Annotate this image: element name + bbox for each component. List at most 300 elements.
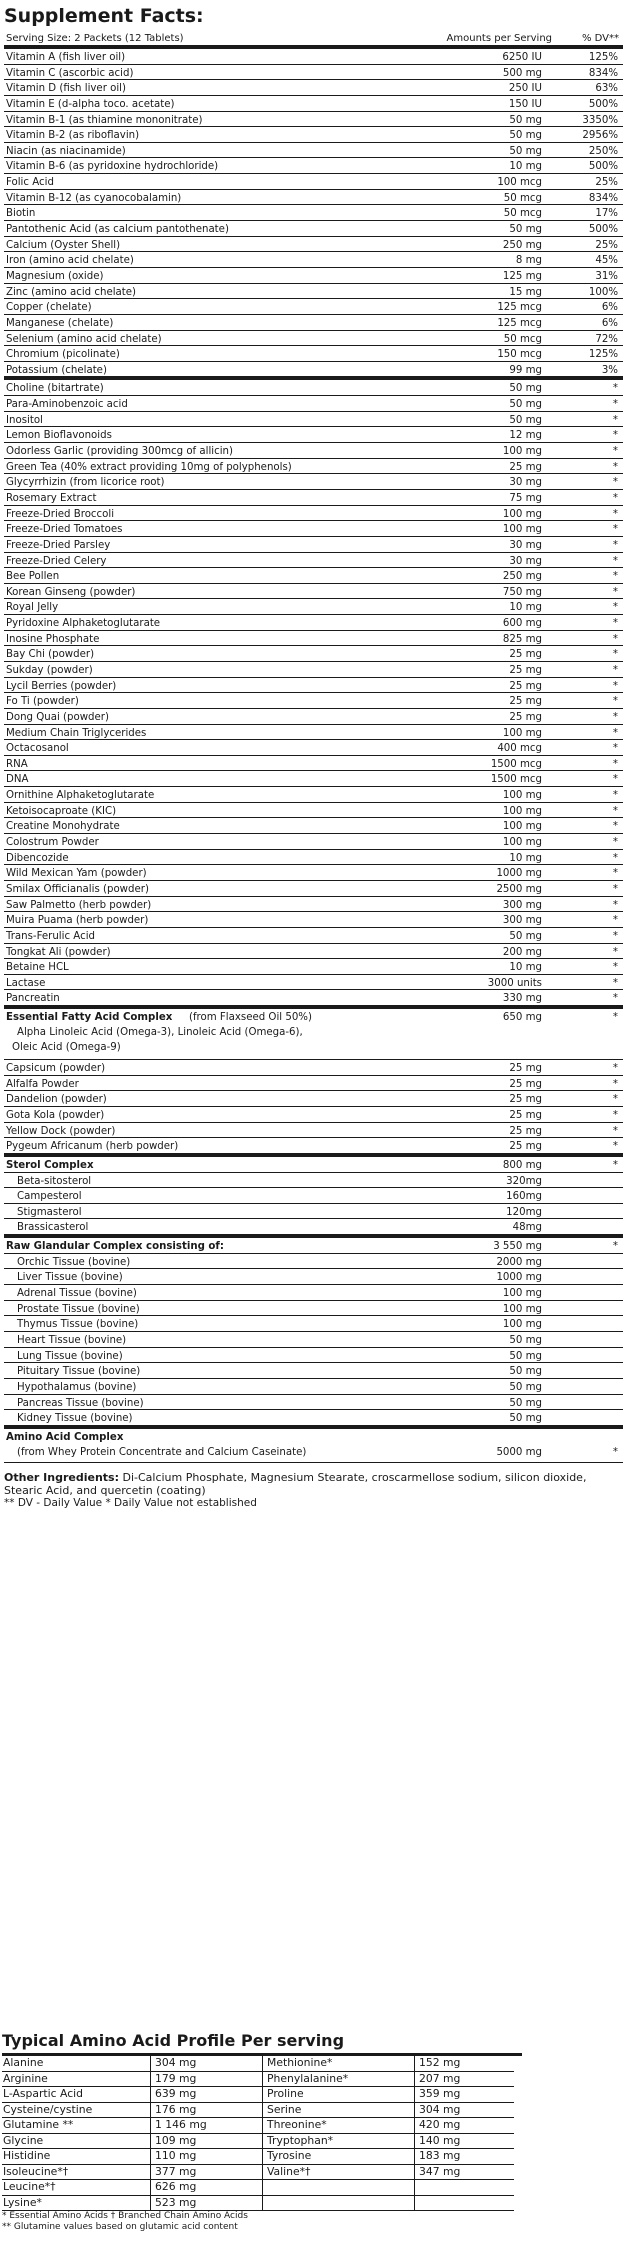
- nutrient-name: Yellow Dock (powder): [6, 1125, 116, 1137]
- nutrient-amount: 50 mg: [509, 1413, 542, 1425]
- nutrient-amount: 10 mg: [509, 602, 542, 614]
- nutrient-row: [4, 678, 623, 694]
- nutrient-row: [4, 599, 623, 615]
- nutrient-name: Vitamin D (fish liver oil): [6, 83, 126, 95]
- nutrient-dv: 500%: [588, 98, 618, 110]
- nutrient-row: [4, 615, 623, 631]
- nutrient-row: [4, 897, 623, 913]
- nutrient-name: Ornithine Alphaketoglutarate: [6, 790, 155, 802]
- nutrient-name: Beta-sitosterol: [17, 1175, 92, 1187]
- nutrient-name: Smilax Officianalis (powder): [6, 883, 149, 895]
- nutrient-row: [4, 268, 623, 284]
- nutrient-amount: 250 mg: [502, 571, 542, 583]
- nutrient-name: Folic Acid: [6, 177, 54, 189]
- nutrient-dv: 25%: [595, 177, 618, 189]
- nutrient-amount: 50 mcg: [503, 192, 542, 204]
- amino-acid-name: Leucine*†: [2, 2180, 150, 2196]
- amino-acid-amount: 152 mg: [414, 2056, 514, 2072]
- nutrient-name: Octacosanol: [6, 743, 69, 755]
- nutrient-name: Dandelion (powder): [6, 1094, 107, 1106]
- nutrient-dv: 2956%: [582, 130, 618, 142]
- amino-acid-name: Threonine*: [262, 2118, 414, 2134]
- nutrient-row: [4, 662, 623, 678]
- nutrient-dv: *: [612, 1078, 618, 1090]
- amino-acid-amount: 359 mg: [414, 2087, 514, 2103]
- nutrient-row: [4, 331, 623, 347]
- nutrient-row: [4, 190, 623, 206]
- nutrient-amount: 50 mg: [509, 1397, 542, 1409]
- nutrient-name: Green Tea (40% extract providing 10mg of polyphenols): [6, 461, 292, 473]
- nutrient-amount: 12 mg: [509, 430, 542, 442]
- nutrient-dv: 63%: [595, 83, 618, 95]
- nutrient-dv: *: [612, 711, 618, 723]
- nutrient-row: [4, 174, 623, 190]
- serving-size: Serving Size: 2 Packets (12 Tablets): [6, 33, 184, 44]
- amino-note-essential: * Essential Amino Acids † Branched Chain Amino Acids: [2, 2211, 248, 2221]
- nutrient-amount: 50 mg: [509, 114, 542, 126]
- nutrient-dv: 17%: [595, 208, 618, 220]
- nutrient-row: [4, 709, 623, 725]
- nutrient-name: Vitamin E (d-alpha toco. acetate): [6, 98, 175, 110]
- nutrient-name: Vitamin B-6 (as pyridoxine hydrochloride): [6, 161, 219, 173]
- nutrient-amount: 100 mg: [502, 790, 542, 802]
- supplement-facts-panel: [4, 4, 623, 1510]
- nutrient-name: Inositol: [6, 414, 43, 426]
- amino-acid-amount: 183 mg: [414, 2149, 514, 2165]
- nutrient-row: [4, 284, 623, 300]
- nutrient-amount: 100 mg: [502, 805, 542, 817]
- nutrient-dv: *: [612, 555, 618, 567]
- nutrient-name: DNA: [6, 774, 29, 786]
- nutrient-name: Lactase: [6, 977, 46, 989]
- nutrient-amount: 10 mg: [509, 852, 542, 864]
- nutrient-row: [4, 1395, 623, 1411]
- nutrient-row: [4, 1076, 623, 1092]
- nutrient-dv: *: [612, 430, 618, 442]
- amino-acid-amount: 420 mg: [414, 2118, 514, 2134]
- nutrient-dv: *: [612, 930, 618, 942]
- dv-header: % DV**: [581, 33, 619, 44]
- nutrient-row: [4, 1238, 623, 1254]
- nutrient-dv: 3%: [601, 364, 618, 376]
- amino-acid-amount: 1 146 mg: [150, 2118, 262, 2134]
- supplement-facts-title: Supplement Facts:: [4, 5, 204, 27]
- nutrient-dv: 500%: [588, 224, 618, 236]
- nutrient-row: [4, 975, 623, 991]
- nutrient-dv: *: [612, 977, 618, 989]
- nutrient-name: Dibencozide: [6, 852, 69, 864]
- nutrient-name: Lycil Berries (powder): [6, 680, 117, 692]
- nutrient-dv: *: [612, 852, 618, 864]
- amino-acid-name: Histidine: [2, 2149, 150, 2165]
- nutrient-row: [4, 65, 623, 81]
- nutrient-name: Brassicasterol: [17, 1222, 89, 1234]
- amino-acid-name: Methionine*: [262, 2056, 414, 2072]
- nutrient-dv: *: [612, 805, 618, 817]
- nutrient-name: Selenium (amino acid chelate): [6, 333, 162, 345]
- nutrient-row: [4, 380, 623, 396]
- nutrient-row: [4, 1285, 623, 1301]
- nutrient-dv: *: [612, 915, 618, 927]
- amino-acid-amount: 304 mg: [414, 2103, 514, 2119]
- nutrient-name: Para-Aminobenzoic acid: [6, 399, 128, 411]
- nutrient-row: [4, 412, 623, 428]
- nutrient-amount: 500 mg: [502, 67, 542, 79]
- nutrient-row: [4, 1060, 623, 1076]
- nutrient-amount: 50 mg: [509, 414, 542, 426]
- other-ingredients-label: Other Ingredients:: [4, 1470, 119, 1484]
- amino-acid-amount: 377 mg: [150, 2165, 262, 2181]
- nutrient-amount: 25 mg: [509, 461, 542, 473]
- nutrient-amount: 50 mg: [509, 399, 542, 411]
- amino-acid-amount: 110 mg: [150, 2149, 262, 2165]
- nutrient-amount: 100 mg: [502, 524, 542, 536]
- nutrient-amount: 2000 mg: [496, 1256, 542, 1268]
- nutrient-amount: 100 mg: [502, 821, 542, 833]
- nutrient-row: [4, 315, 623, 331]
- nutrient-name: Vitamin B-2 (as riboflavin): [6, 130, 140, 142]
- nutrient-amount: 48mg: [512, 1222, 542, 1234]
- nutrient-dv: *: [612, 883, 618, 895]
- nutrient-row: [4, 427, 623, 443]
- serving-header: [4, 32, 623, 49]
- nutrient-dv: *: [612, 727, 618, 739]
- nutrient-row: [4, 568, 623, 584]
- amino-acid-amount: 207 mg: [414, 2072, 514, 2088]
- amount-header: Amounts per Serving: [446, 33, 552, 44]
- other-ingredients: [4, 1463, 623, 1510]
- nutrient-name: Pygeum Africanum (herb powder): [6, 1141, 179, 1153]
- nutrient-name: Biotin: [6, 208, 36, 220]
- nutrient-dv: *: [612, 539, 618, 551]
- nutrient-name: Hypothalamus (bovine): [17, 1381, 137, 1393]
- nutrient-name: (from Whey Protein Concentrate and Calcium Caseinate): [17, 1446, 307, 1458]
- nutrient-dv: *: [612, 758, 618, 770]
- nutrient-name: Freeze-Dried Parsley: [6, 539, 111, 551]
- amino-acid-name: Serine: [262, 2103, 414, 2119]
- nutrient-name: Ketoisocaproate (KIC): [6, 805, 117, 817]
- nutrient-dv: *: [612, 586, 618, 598]
- nutrient-name: Creatine Monohydrate: [6, 821, 120, 833]
- nutrient-dv: *: [612, 696, 618, 708]
- nutrient-amount: 75 mg: [509, 492, 542, 504]
- nutrient-row: [4, 1379, 623, 1395]
- nutrient-amount: 50 mg: [509, 1350, 542, 1362]
- nutrient-name: Pituitary Tissue (bovine): [17, 1366, 141, 1378]
- nutrient-amount: 30 mg: [509, 555, 542, 567]
- nutrient-amount: 100 mg: [502, 727, 542, 739]
- nutrient-row: [4, 506, 623, 522]
- nutrient-name: Tongkat Ali (powder): [6, 946, 111, 958]
- nutrient-amount: 25 mg: [509, 1063, 542, 1075]
- nutrient-row: [4, 537, 623, 553]
- nutrient-row: [4, 299, 623, 315]
- nutrient-name: Pancreas Tissue (bovine): [17, 1397, 144, 1409]
- nutrient-amount: 8 mg: [515, 255, 542, 267]
- nutrient-name: Bee Pollen: [6, 571, 60, 583]
- nutrient-row: [4, 221, 623, 237]
- nutrient-amount: 30 mg: [509, 477, 542, 489]
- nutrient-row: [4, 143, 623, 159]
- nutrient-row: [4, 443, 623, 459]
- nutrient-amount: 50 mg: [509, 145, 542, 157]
- nutrient-amount: 1000 mg: [496, 1272, 542, 1284]
- nutrient-amount: 50 mg: [509, 1366, 542, 1378]
- nutrient-amount: 50 mcg: [503, 333, 542, 345]
- nutrient-name: Sterol Complex: [6, 1159, 94, 1171]
- nutrient-dv: 72%: [595, 333, 618, 345]
- nutrient-row: [4, 928, 623, 944]
- nutrient-row: [4, 1107, 623, 1123]
- nutrient-dv: *: [612, 399, 618, 411]
- nutrient-name: Heart Tissue (bovine): [17, 1334, 127, 1346]
- amino-acid-name: Tyrosine: [262, 2149, 414, 2165]
- nutrient-amount: 30 mg: [509, 539, 542, 551]
- nutrient-name: Alfalfa Powder: [6, 1078, 79, 1090]
- nutrient-name-suffix: (from Flaxseed Oil 50%): [189, 1012, 312, 1024]
- nutrient-dv: 500%: [588, 161, 618, 173]
- nutrient-name: Freeze-Dried Tomatoes: [6, 524, 123, 536]
- nutrient-amount: 50 mcg: [503, 208, 542, 220]
- nutrient-name: Manganese (chelate): [6, 317, 114, 329]
- amino-acid-notes: [2, 2211, 522, 2233]
- nutrient-amount: 120mg: [506, 1206, 542, 1218]
- nutrient-dv: *: [612, 993, 618, 1005]
- amino-acid-amount: 523 mg: [150, 2196, 262, 2212]
- nutrient-amount: 160mg: [506, 1191, 542, 1203]
- nutrient-row: [4, 1204, 623, 1220]
- nutrient-dv: *: [612, 1241, 618, 1253]
- nutrient-dv: *: [612, 1446, 618, 1458]
- nutrient-row: [4, 881, 623, 897]
- nutrient-dv: 834%: [588, 67, 618, 79]
- nutrient-row: [4, 346, 623, 362]
- nutrient-amount: 250 IU: [508, 83, 542, 95]
- nutrient-amount: 5000 mg: [496, 1446, 542, 1458]
- nutrient-name: Stigmasterol: [17, 1206, 82, 1218]
- nutrient-amount: 125 mg: [502, 270, 542, 282]
- nutrient-row: [4, 865, 623, 881]
- nutrient-row: [4, 1254, 623, 1270]
- nutrient-name: Raw Glandular Complex consisting of:: [6, 1241, 224, 1253]
- nutrient-row: [4, 1219, 623, 1238]
- amino-acid-name: Tryptophan*: [262, 2134, 414, 2150]
- nutrient-amount: 125 mcg: [497, 302, 542, 314]
- nutrient-amount: 400 mcg: [497, 743, 542, 755]
- nutrient-dv: *: [612, 633, 618, 645]
- nutrient-name: Campesterol: [17, 1191, 82, 1203]
- nutrient-name: Dong Quai (powder): [6, 711, 109, 723]
- amino-acid-amount: 140 mg: [414, 2134, 514, 2150]
- nutrient-name: Pyridoxine Alphaketoglutarate: [6, 618, 161, 630]
- nutrient-row: [4, 362, 623, 381]
- nutrient-name: Rosemary Extract: [6, 492, 97, 504]
- nutrient-name: Vitamin B-12 (as cyanocobalamin): [6, 192, 182, 204]
- nutrient-amount: 750 mg: [502, 586, 542, 598]
- nutrient-name: Wild Mexican Yam (powder): [6, 868, 147, 880]
- nutrient-row: [4, 96, 623, 112]
- nutrient-name: Thymus Tissue (bovine): [17, 1319, 139, 1331]
- amino-acid-amount: 109 mg: [150, 2134, 262, 2150]
- nutrient-amount: 125 mcg: [497, 317, 542, 329]
- nutrient-row: [4, 1301, 623, 1317]
- nutrient-row: [4, 252, 623, 268]
- nutrient-amount: 6250 IU: [502, 52, 542, 63]
- nutrient-row: [4, 1123, 623, 1139]
- nutrient-name: Potassium (chelate): [6, 364, 107, 376]
- nutrient-row: [4, 944, 623, 960]
- nutrient-amount: 330 mg: [502, 993, 542, 1005]
- nutrient-row: [4, 1429, 623, 1444]
- nutrient-row: [4, 1348, 623, 1364]
- nutrient-amount: 50 mg: [509, 383, 542, 395]
- nutrient-name: Korean Ginseng (powder): [6, 586, 136, 598]
- nutrient-row: [4, 631, 623, 647]
- nutrient-name: Copper (chelate): [6, 302, 92, 314]
- nutrient-amount: 1500 mcg: [490, 758, 542, 770]
- nutrient-amount: 25 mg: [509, 680, 542, 692]
- nutrient-name: Adrenal Tissue (bovine): [17, 1288, 137, 1300]
- nutrient-amount: 800 mg: [502, 1159, 542, 1171]
- nutrient-dv: *: [612, 790, 618, 802]
- nutrient-row: [4, 521, 623, 537]
- nutrient-row: [4, 834, 623, 850]
- nutrient-name: Niacin (as niacinamide): [6, 145, 126, 157]
- nutrient-name: Muira Puama (herb powder): [6, 915, 149, 927]
- nutrient-name: Calcium (Oyster Shell): [6, 239, 121, 251]
- amino-acid-amount: 179 mg: [150, 2072, 262, 2088]
- nutrient-amount: 50 mg: [509, 1334, 542, 1346]
- nutrient-row: [4, 725, 623, 741]
- nutrient-row: [4, 1091, 623, 1107]
- nutrient-amount: 1000 mg: [496, 868, 542, 880]
- nutrient-dv: *: [612, 1125, 618, 1137]
- nutrient-row: [4, 1332, 623, 1348]
- nutrient-amount: 100 mg: [502, 1288, 542, 1300]
- nutrient-name: Lemon Bioflavonoids: [6, 430, 112, 442]
- nutrient-name: Magnesium (oxide): [6, 270, 104, 282]
- nutrient-dv: *: [612, 602, 618, 614]
- nutrient-name: Trans-Ferulic Acid: [6, 930, 95, 942]
- nutrient-row: [4, 474, 623, 490]
- nutrient-row: [4, 584, 623, 600]
- amino-acid-name: [262, 2196, 414, 2212]
- nutrient-row: [4, 646, 623, 662]
- nutrient-name: RNA: [6, 758, 28, 770]
- nutrient-name: Royal Jelly: [6, 602, 59, 614]
- nutrient-amount: 25 mg: [509, 1125, 542, 1137]
- nutrient-name: Sukday (powder): [6, 664, 93, 676]
- amino-acid-name: Lysine*: [2, 2196, 150, 2212]
- nutrient-name: Saw Palmetto (herb powder): [6, 899, 152, 911]
- nutrient-dv: 45%: [595, 255, 618, 267]
- amino-acid-title: Typical Amino Acid Profile Per serving: [2, 2031, 522, 2056]
- nutrient-name: Prostate Tissue (bovine): [17, 1303, 140, 1315]
- nutrient-note: Oleic Acid (Omega-9): [12, 1042, 121, 1054]
- nutrient-amount: 150 mcg: [497, 349, 542, 361]
- daily-value-footnote: ** DV - Daily Value * Daily Value not established: [4, 1496, 257, 1509]
- nutrient-dv: 125%: [588, 52, 618, 63]
- nutrient-dv: 25%: [595, 239, 618, 251]
- nutrient-row: [4, 80, 623, 96]
- nutrient-row: [4, 1316, 623, 1332]
- nutrient-amount: 825 mg: [502, 633, 542, 645]
- nutrient-note: Alpha Linoleic Acid (Omega-3), Linoleic Acid (Omega-6),: [17, 1027, 303, 1039]
- amino-acid-name: Phenylalanine*: [262, 2072, 414, 2088]
- nutrient-name: Capsicum (powder): [6, 1063, 106, 1075]
- nutrient-row: [4, 818, 623, 834]
- amino-acid-name: Glutamine **: [2, 2118, 150, 2134]
- nutrient-amount: 100 mg: [502, 837, 542, 849]
- nutrient-dv: 100%: [588, 286, 618, 298]
- nutrient-row: [4, 771, 623, 787]
- nutrient-amount: 10 mg: [509, 962, 542, 974]
- amino-acid-name: Cysteine/cystine: [2, 2103, 150, 2119]
- nutrient-row: [4, 158, 623, 174]
- nutrient-dv: *: [612, 492, 618, 504]
- nutrient-amount: 300 mg: [502, 899, 542, 911]
- amino-acid-amount: 176 mg: [150, 2103, 262, 2119]
- nutrient-dv: *: [612, 524, 618, 536]
- nutrient-dv: *: [612, 649, 618, 661]
- nutrient-amount: 50 mg: [509, 130, 542, 142]
- nutrient-amount: 25 mg: [509, 1110, 542, 1121]
- nutrient-amount: 100 mg: [502, 446, 542, 458]
- nutrient-dv: *: [612, 680, 618, 692]
- amino-acid-amount: 639 mg: [150, 2087, 262, 2103]
- nutrient-row: [4, 1410, 623, 1429]
- nutrient-amount: 25 mg: [509, 649, 542, 661]
- nutrient-amount: 100 mg: [502, 1303, 542, 1315]
- nutrient-row: [4, 693, 623, 709]
- nutrient-amount: 600 mg: [502, 618, 542, 630]
- nutrient-dv: *: [612, 962, 618, 974]
- nutrient-row: [4, 237, 623, 253]
- nutrient-amount: 25 mg: [509, 711, 542, 723]
- nutrient-name: Medium Chain Triglycerides: [6, 727, 147, 739]
- nutrient-amount: 99 mg: [509, 364, 542, 376]
- nutrient-name: Pancreatin: [6, 993, 60, 1005]
- nutrient-dv: *: [612, 899, 618, 911]
- other-ingredients-text: Di-Calcium Phosphate, Magnesium Stearate, croscarmellose sodium, silicon dioxide, Stearic Acid, and quercetin (coating): [4, 1470, 587, 1497]
- nutrient-name: Liver Tissue (bovine): [17, 1272, 123, 1284]
- nutrient-row: [4, 1138, 623, 1157]
- nutrient-name: Chromium (picolinate): [6, 349, 120, 361]
- nutrient-dv: *: [612, 414, 618, 426]
- amino-note-glutamine: ** Glutamine values based on glutamic acid content: [2, 2222, 238, 2232]
- amino-acid-name: Valine*†: [262, 2165, 414, 2181]
- nutrient-amount: 50 mg: [509, 224, 542, 236]
- nutrient-amount: 100 mcg: [497, 177, 542, 189]
- nutrient-name: Vitamin B-1 (as thiamine mononitrate): [6, 114, 203, 126]
- nutrient-dv: *: [612, 743, 618, 755]
- nutrient-row: [4, 553, 623, 569]
- nutrient-dv: *: [612, 1110, 618, 1121]
- nutrient-dv: *: [612, 1141, 618, 1153]
- amino-acid-amount: 626 mg: [150, 2180, 262, 2196]
- nutrient-amount: 10 mg: [509, 161, 542, 173]
- nutrient-dv: *: [612, 1063, 618, 1075]
- nutrient-row: [4, 127, 623, 143]
- nutrient-dv: *: [612, 571, 618, 583]
- nutrient-amount: 1500 mcg: [490, 774, 542, 786]
- nutrient-amount: 25 mg: [509, 1078, 542, 1090]
- nutrient-row: [4, 1188, 623, 1204]
- nutrient-row: [4, 990, 623, 1009]
- nutrient-row: [4, 1009, 623, 1060]
- nutrient-name: Kidney Tissue (bovine): [17, 1413, 133, 1425]
- nutrient-dv: 6%: [601, 302, 618, 314]
